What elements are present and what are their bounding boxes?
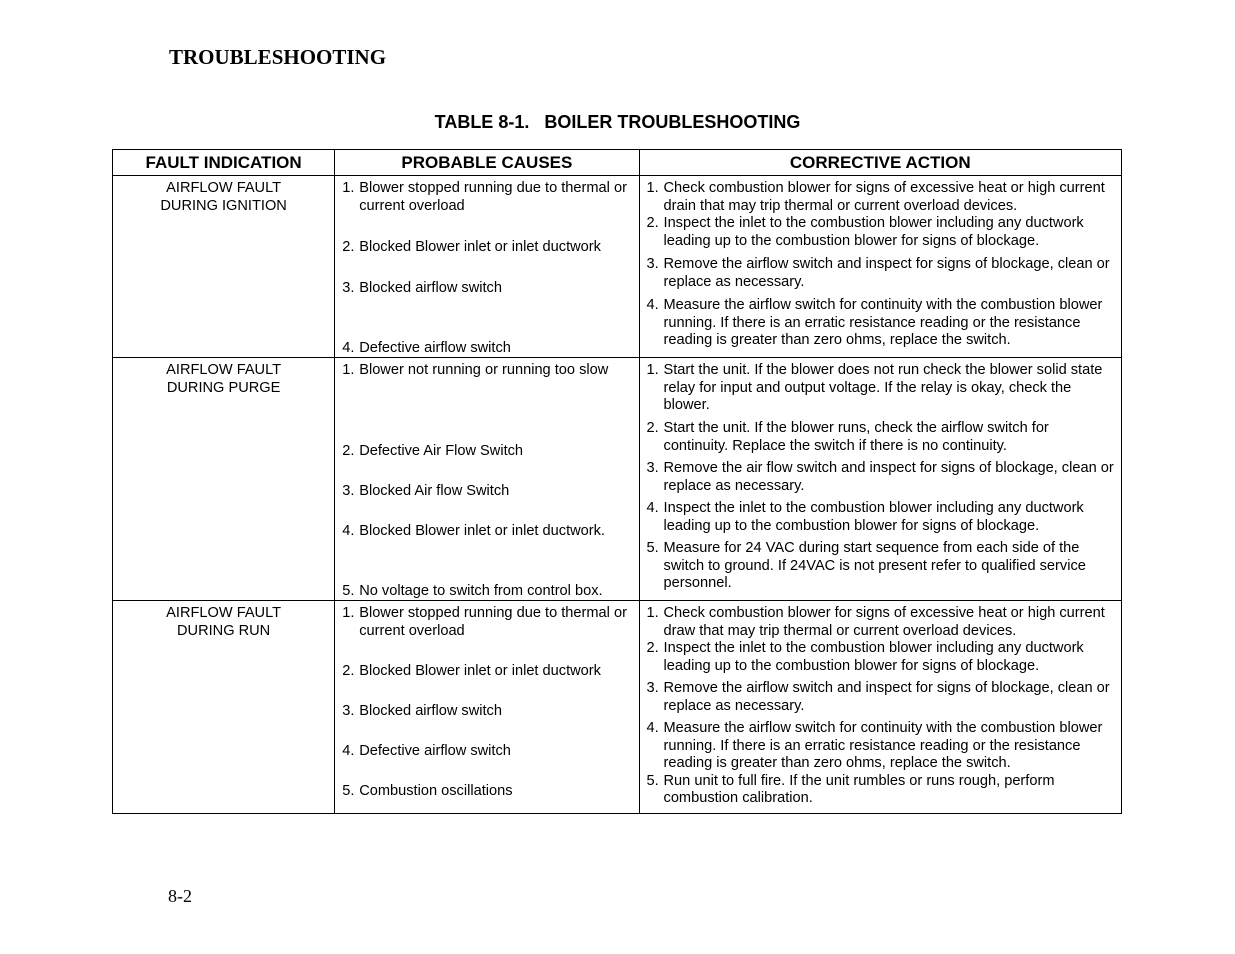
action-item	[647, 215, 1115, 250]
column-header-fault: FAULT INDICATION	[113, 150, 335, 176]
action-item	[647, 256, 1115, 291]
cause-number: 2.	[342, 662, 355, 679]
action-number: 4.	[646, 720, 659, 736]
action-text: Check combustion blower for signs of excessive heat or high current drain that may trip thermal or current overload devices.	[663, 180, 1105, 214]
cause-text: Blocked Blower inlet or inlet ductwork.	[359, 522, 605, 539]
fault-indication-text: DURING IGNITION	[160, 197, 287, 214]
cause-item	[342, 743, 511, 761]
troubleshooting-table	[112, 149, 1122, 814]
cause-number: 2.	[342, 238, 355, 255]
probable-causes-cell	[335, 176, 639, 358]
corrective-action-cell	[639, 176, 1121, 358]
action-item	[647, 362, 1115, 415]
causes-list	[335, 176, 638, 357]
corrective-action-cell	[639, 601, 1121, 814]
action-text: Measure for 24 VAC during start sequence from each side of the switch to ground. If 24VAC is not present refer to qualified service personnel.	[663, 540, 1086, 591]
cause-text: Blocked airflow switch	[359, 702, 502, 719]
actions-list	[640, 358, 1121, 600]
action-number: 1.	[646, 362, 659, 378]
cause-number: 4.	[342, 742, 355, 759]
action-item	[647, 720, 1115, 773]
action-text: Inspect the inlet to the combustion blower including any ductwork leading up to the combustion blower for signs of blockage.	[663, 500, 1084, 534]
fault-indication-cell	[113, 358, 335, 601]
action-item	[647, 540, 1115, 593]
action-text: Start the unit. If the blower runs, check the airflow switch for continuity. Replace the switch if there is no continuity.	[663, 420, 1049, 454]
action-item	[647, 420, 1115, 455]
cause-text: Blower not running or running too slow	[359, 362, 609, 378]
fault-indication-cell	[113, 176, 335, 358]
page-number: 8-2	[168, 886, 192, 906]
cause-item	[342, 583, 602, 601]
cause-text: No voltage to switch from control box.	[359, 582, 603, 599]
cause-number: 3.	[342, 482, 355, 499]
action-item	[647, 680, 1115, 715]
action-text: Measure the airflow switch for continuity with the combustion blower running. If there is an erratic resistance reading or the resistance reading is greater than zero ohms, replace the switch.	[663, 297, 1103, 348]
action-number: 5.	[646, 772, 659, 789]
cause-number: 2.	[342, 442, 355, 459]
cause-item	[342, 483, 509, 501]
cause-number: 5.	[342, 782, 355, 799]
action-item	[647, 500, 1115, 535]
fault-indication-text: DURING PURGE	[166, 379, 281, 396]
action-number: 1.	[646, 605, 659, 621]
action-text: Measure the airflow switch for continuity with the combustion blower running. If there is an erratic resistance reading or the resistance reading is greater than zero ohms, replace the switch.	[663, 720, 1103, 771]
actions-list	[640, 176, 1121, 357]
fault-indication-text: DURING RUN	[176, 622, 271, 639]
cause-number: 1.	[342, 605, 355, 621]
cause-number: 4.	[342, 339, 355, 356]
table-row	[113, 358, 1122, 601]
action-number: 3.	[646, 460, 659, 476]
cause-text: Blower stopped running due to thermal or current overload	[359, 180, 627, 214]
cause-text: Defective airflow switch	[359, 742, 511, 759]
action-text: Remove the airflow switch and inspect for signs of blockage, clean or replace as necessary.	[663, 680, 1110, 714]
cause-item	[342, 280, 502, 298]
cause-number: 1.	[342, 362, 355, 378]
column-header-causes: PROBABLE CAUSES	[335, 150, 639, 176]
table-caption: TABLE 8-1. BOILER TROUBLESHOOTING	[434, 112, 801, 132]
action-number: 3.	[646, 256, 659, 272]
cause-text: Blocked Blower inlet or inlet ductwork	[359, 662, 601, 679]
probable-causes-cell	[335, 358, 639, 601]
cause-text: Defective Air Flow Switch	[359, 442, 524, 459]
column-header-action: CORRECTIVE ACTION	[639, 150, 1121, 176]
action-number: 2.	[646, 640, 659, 656]
cause-item	[342, 663, 601, 681]
causes-list	[335, 601, 638, 800]
action-item	[647, 460, 1115, 495]
action-text: Start the unit. If the blower does not run check the blower solid state relay for input and output voltage. If the relay is okay, check the blower.	[663, 362, 1103, 413]
cause-text: Blocked Air flow Switch	[359, 482, 510, 499]
fault-indication-text: AIRFLOW FAULT	[166, 362, 282, 378]
cause-text: Defective airflow switch	[359, 339, 511, 356]
action-text: Remove the air flow switch and inspect for signs of blockage, clean or replace as necessary.	[663, 460, 1114, 494]
cause-item	[342, 783, 512, 801]
table-header-row	[113, 150, 1122, 176]
action-number: 4.	[646, 500, 659, 516]
cause-text: Blocked airflow switch	[359, 279, 502, 296]
action-item	[647, 297, 1115, 350]
actions-list	[640, 601, 1121, 813]
action-text: Check combustion blower for signs of excessive heat or high current draw that may trip thermal or current overload devices.	[663, 605, 1105, 639]
cause-text: Blower stopped running due to thermal or current overload	[359, 605, 627, 639]
action-number: 3.	[646, 680, 659, 696]
probable-causes-cell	[335, 601, 639, 814]
fault-indication-cell	[113, 601, 335, 814]
fault-indication-text: AIRFLOW FAULT	[166, 180, 282, 196]
cause-number: 5.	[342, 582, 355, 599]
action-number: 2.	[646, 215, 659, 231]
cause-item	[342, 605, 634, 640]
action-number: 1.	[646, 180, 659, 196]
action-item	[647, 773, 1115, 808]
causes-list	[335, 358, 638, 600]
action-number: 5.	[646, 540, 659, 556]
cause-item	[342, 340, 511, 358]
corrective-action-cell	[639, 358, 1121, 601]
table-row	[113, 176, 1122, 358]
table-body	[113, 176, 1122, 814]
cause-number: 3.	[342, 279, 355, 296]
action-number: 4.	[646, 297, 659, 313]
cause-item	[342, 180, 634, 215]
action-item	[647, 605, 1115, 640]
cause-text: Combustion oscillations	[359, 782, 513, 799]
cause-number: 1.	[342, 180, 355, 196]
action-text: Remove the airflow switch and inspect for signs of blockage, clean or replace as necessary.	[663, 256, 1110, 290]
table-row	[113, 601, 1122, 814]
action-text: Inspect the inlet to the combustion blower including any ductwork leading up to the combustion blower for signs of blockage.	[663, 640, 1084, 674]
action-text: Inspect the inlet to the combustion blower including any ductwork leading up to the combustion blower for signs of blockage.	[663, 215, 1084, 249]
cause-item	[342, 362, 608, 380]
section-title: TROUBLESHOOTING	[169, 45, 387, 69]
cause-text: Blocked Blower inlet or inlet ductwork	[359, 238, 601, 255]
action-item	[647, 640, 1115, 675]
cause-item	[342, 443, 523, 461]
cause-number: 3.	[342, 702, 355, 719]
cause-item	[342, 523, 605, 541]
cause-number: 4.	[342, 522, 355, 539]
action-number: 2.	[646, 420, 659, 436]
action-text: Run unit to full fire. If the unit rumbles or runs rough, perform combustion calibration.	[663, 772, 1055, 806]
cause-item	[342, 239, 601, 257]
action-item	[647, 180, 1115, 215]
fault-indication-text: AIRFLOW FAULT	[166, 605, 282, 621]
cause-item	[342, 703, 502, 721]
